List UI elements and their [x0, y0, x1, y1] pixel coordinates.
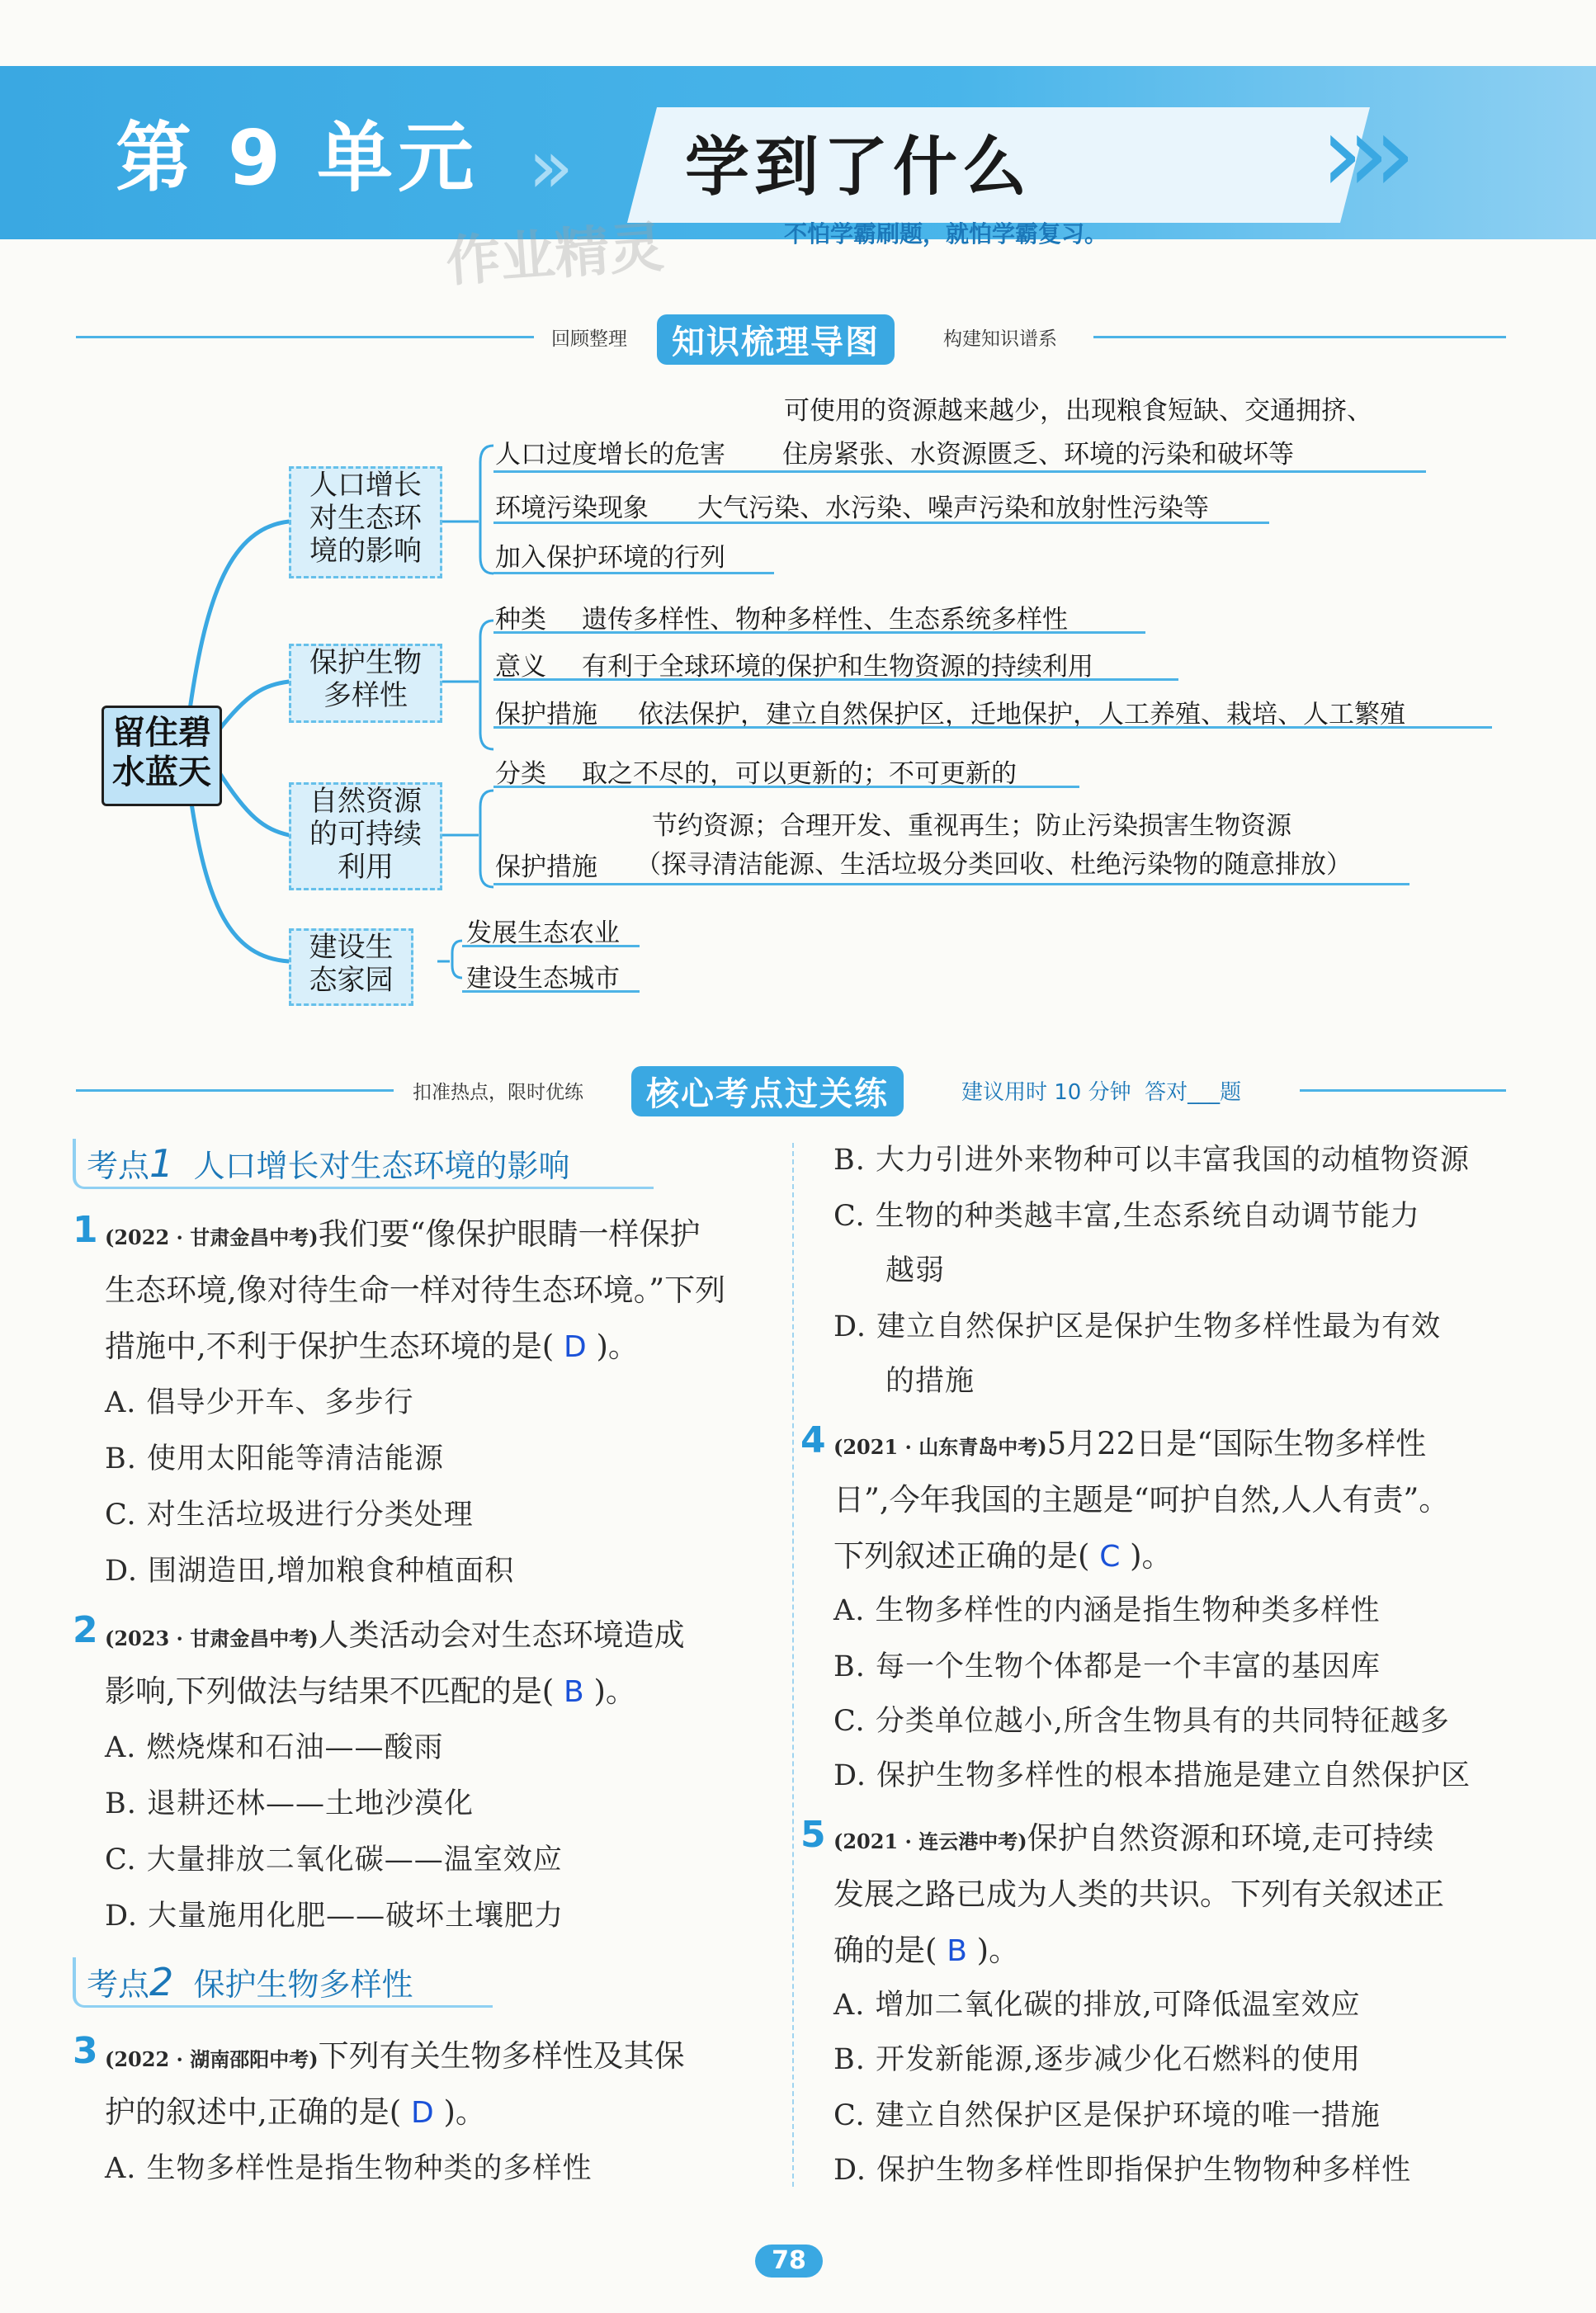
pollution-text: 大气污染、水污染、噪声污染和放射性污染等 [697, 493, 1209, 523]
question-source: (2021 · 连云港中考) [833, 1829, 1027, 1853]
option-a: A. 燃烧煤和石油——酸雨 [105, 1731, 444, 1764]
question-number: 5 [800, 1814, 826, 1856]
diversity-meaning-label: 意义 [495, 652, 546, 682]
question-number: 2 [73, 1609, 98, 1651]
eco-city-label: 建设生态城市 [466, 964, 620, 994]
stem-text: )。 [593, 1673, 636, 1709]
stem-text: 下列有关生物多样性及其保 [318, 2038, 685, 2074]
option-a: A. 倡导少开车、多步行 [105, 1386, 414, 1419]
branch-label-line: 建设生 [309, 931, 394, 964]
question-number: 1 [73, 1209, 98, 1251]
question5-stem [833, 1810, 1433, 1870]
mindmap-root [102, 706, 222, 806]
branch-label-line: 自然资源 [309, 785, 422, 818]
stem-text: )。 [976, 1933, 1020, 1968]
population-harm-text: 可使用的资源越来越少，出现粮食短缺、交通拥挤、 [784, 396, 1372, 426]
option-d: D. 大量施用化肥——破坏土壤肥力 [105, 1900, 564, 1933]
question2-stem [105, 1607, 685, 1667]
question4-stem: 日”,今年我国的主题是“呵护自然,人人有责”。 [833, 1482, 1450, 1518]
question1-stem [105, 1319, 639, 1376]
mindmap-root-line: 留住碧 [112, 714, 211, 752]
option-c: C. 分类单位越小,所含生物具有的共同特征越多 [833, 1705, 1450, 1738]
resource-class-text: 取之不尽的，可以更新的；不可更新的 [582, 759, 1017, 789]
underline [462, 945, 640, 947]
question1-stem [105, 1206, 701, 1266]
option-c: C. 建立自然保护区是保护环境的唯一措施 [833, 2099, 1381, 2132]
option-c: C. 对生活垃圾进行分类处理 [105, 1499, 474, 1532]
resource-class-label: 分类 [495, 759, 546, 789]
answer-mark: B [947, 1934, 967, 1968]
underline [493, 522, 1269, 524]
diversity-measures-label: 保护措施 [495, 700, 597, 729]
stem-text: 下列叙述正确的是( [833, 1538, 1090, 1574]
option-d-cont: 的措施 [885, 1365, 975, 1398]
question5-stem: 发展之路已成为人类的共识。下列有关叙述正 [833, 1876, 1444, 1912]
option-c: C. 生物的种类越丰富,生态系统自动调节能力 [833, 1200, 1420, 1233]
mindmap-branch-eco-home [289, 928, 413, 1006]
double-chevron-icon: ››› [1320, 91, 1400, 216]
question4-stem [833, 1416, 1426, 1475]
diversity-measures-text: 依法保护，建立自然保护区，迁地保护，人工养殖、栽培、人工繁殖 [638, 700, 1405, 729]
question3-stem [105, 2084, 486, 2141]
option-d: D. 保护生物多样性的根本措施是建立自然保护区 [833, 1759, 1471, 1792]
stem-text: 保护自然资源和环境,走可持续 [1027, 1820, 1434, 1856]
section1-left-caption: 回顾整理 [551, 328, 627, 350]
question4-stem [833, 1528, 1173, 1585]
question-number: 4 [800, 1419, 826, 1461]
section2-right-caption: 建议用时 10 分钟 答对___题 [961, 1080, 1242, 1105]
resource-measures-text: 节约资源；合理开发、重视再生；防止污染损害生物资源 [652, 811, 1291, 841]
option-d: D. 围湖造田,增加粮食种植面积 [105, 1555, 515, 1588]
option-d: D. 保护生物多样性即指保护生物物种多样性 [833, 2154, 1412, 2187]
kaodian-text: 人口增长对生态环境的影响 [193, 1148, 570, 1184]
stem-text: 影响,下列做法与结果不匹配的是( [105, 1673, 555, 1709]
section1-title: 知识梳理导图 [657, 314, 895, 365]
mindmap-branch-biodiversity [289, 644, 442, 723]
population-harm-text: 住房紧张、水资源匮乏、环境的污染和破坏等 [782, 440, 1294, 470]
question5-stem [833, 1923, 1019, 1980]
kaodian-number: 2 [149, 1960, 174, 2004]
section-divider [1300, 1089, 1506, 1092]
stem-text: 确的是( [833, 1933, 937, 1968]
chevron-icon: » [528, 124, 574, 210]
section1-right-caption: 构建知识谱系 [943, 328, 1057, 350]
pollution-label: 环境污染现象 [495, 493, 649, 523]
answer-mark: D [563, 1330, 587, 1364]
underline [493, 470, 1426, 473]
underline [493, 631, 1145, 634]
option-a: A. 生物多样性的内涵是指生物种类多样性 [833, 1594, 1381, 1627]
watermark: 作业精灵 [444, 215, 666, 295]
kaodian2-title [87, 1959, 413, 2004]
diversity-meaning-text: 有利于全球环境的保护和生物资源的持续利用 [582, 652, 1093, 682]
stem-text: 我们要“像保护眼睛一样保护 [318, 1216, 701, 1252]
diversity-type-label: 种类 [495, 605, 546, 635]
question-source: (2021 · 山东青岛中考) [833, 1435, 1047, 1459]
branch-label-line: 对生态环 [309, 502, 422, 535]
answer-mark: C [1099, 1540, 1121, 1574]
option-d: D. 建立自然保护区是保护生物多样性最为有效 [833, 1310, 1442, 1343]
answer-mark: D [410, 2096, 434, 2130]
population-harm-label: 人口过度增长的危害 [495, 440, 725, 470]
option-b: B. 使用太阳能等清洁能源 [105, 1442, 444, 1475]
section2-title: 核心考点过关练 [631, 1066, 904, 1116]
option-b: B. 每一个生物个体都是一个丰富的基因库 [833, 1650, 1381, 1683]
underline [493, 572, 774, 574]
column-divider [792, 1143, 796, 2187]
question3-stem [105, 2028, 685, 2088]
kaodian-label: 考点 [87, 1148, 150, 1184]
underline [493, 883, 1409, 885]
underline [493, 726, 1492, 729]
branch-label-line: 境的影响 [309, 535, 422, 568]
question-source: (2022 · 湖南邵阳中考) [105, 2047, 319, 2071]
stem-text: 措施中,不利于保护生态环境的是( [105, 1329, 555, 1364]
underline [462, 990, 640, 993]
page-number: 78 [755, 2245, 823, 2278]
stem-text: )。 [1130, 1538, 1173, 1574]
resource-measures-text: （探寻清洁能源、生活垃圾分类回收、杜绝污染物的随意排放） [635, 850, 1352, 880]
join-protection-label: 加入保护环境的行列 [495, 543, 725, 573]
option-a: A. 增加二氧化碳的排放,可降低温室效应 [833, 1989, 1361, 2022]
stem-text: 护的叙述中,正确的是( [105, 2094, 402, 2130]
stem-text: )。 [596, 1329, 639, 1364]
branch-label-line: 人口增长 [309, 469, 422, 502]
section-divider [76, 1089, 394, 1092]
mindmap-branch-resources [289, 782, 442, 890]
stem-text: )。 [443, 2094, 486, 2130]
stem-text: 5月22日是“国际生物多样性 [1046, 1426, 1427, 1461]
mindmap-branch-population [289, 466, 442, 578]
resource-measures-label: 保护措施 [495, 852, 597, 882]
eco-agriculture-label: 发展生态农业 [466, 918, 620, 948]
kaodian-text: 保护生物多样性 [193, 1966, 413, 2003]
branch-label-line: 保护生物 [309, 646, 422, 679]
question-source: (2023 · 甘肃金昌中考) [105, 1626, 319, 1650]
option-a: A. 生物多样性是指生物种类的多样性 [105, 2152, 593, 2185]
unit-title: 第 9 单元 [116, 114, 479, 202]
question1-stem: 生态环境,像对待生命一样对待生态环境。”下列 [105, 1272, 726, 1308]
branch-label-line: 多样性 [323, 679, 408, 712]
option-c-cont: 越弱 [885, 1254, 946, 1287]
slogan: 不怕学霸刷题，就怕学霸复习。 [784, 220, 1108, 248]
kaodian-number: 1 [149, 1141, 174, 1186]
question-number: 3 [73, 2030, 98, 2072]
option-b: B. 开发新能源,逐步减少化石燃料的使用 [833, 2043, 1362, 2076]
mindmap-root-line: 水蓝天 [112, 753, 211, 791]
option-c: C. 大量排放二氧化碳——温室效应 [105, 1843, 563, 1876]
option-b: B. 大力引进外来物种可以丰富我国的动植物资源 [833, 1144, 1470, 1177]
unit-subtitle: 学到了什么 [685, 130, 1032, 205]
underline [493, 786, 1079, 788]
section2-left-caption: 扣准热点，限时优练 [413, 1082, 583, 1103]
question2-stem [105, 1664, 636, 1721]
kaodian1-title [87, 1140, 569, 1186]
underline [493, 678, 1178, 681]
answer-mark: B [563, 1675, 584, 1709]
branch-label-line: 的可持续 [309, 818, 422, 851]
question-source: (2022 · 甘肃金昌中考) [105, 1225, 319, 1249]
stem-text: 人类活动会对生态环境造成 [318, 1617, 685, 1653]
branch-label-line: 态家园 [309, 964, 394, 997]
kaodian-label: 考点 [87, 1966, 150, 2003]
option-b: B. 退耕还林——土地沙漠化 [105, 1787, 474, 1820]
diversity-type-text: 遗传多样性、物种多样性、生态系统多样性 [582, 605, 1068, 635]
branch-label-line: 利用 [338, 851, 394, 884]
